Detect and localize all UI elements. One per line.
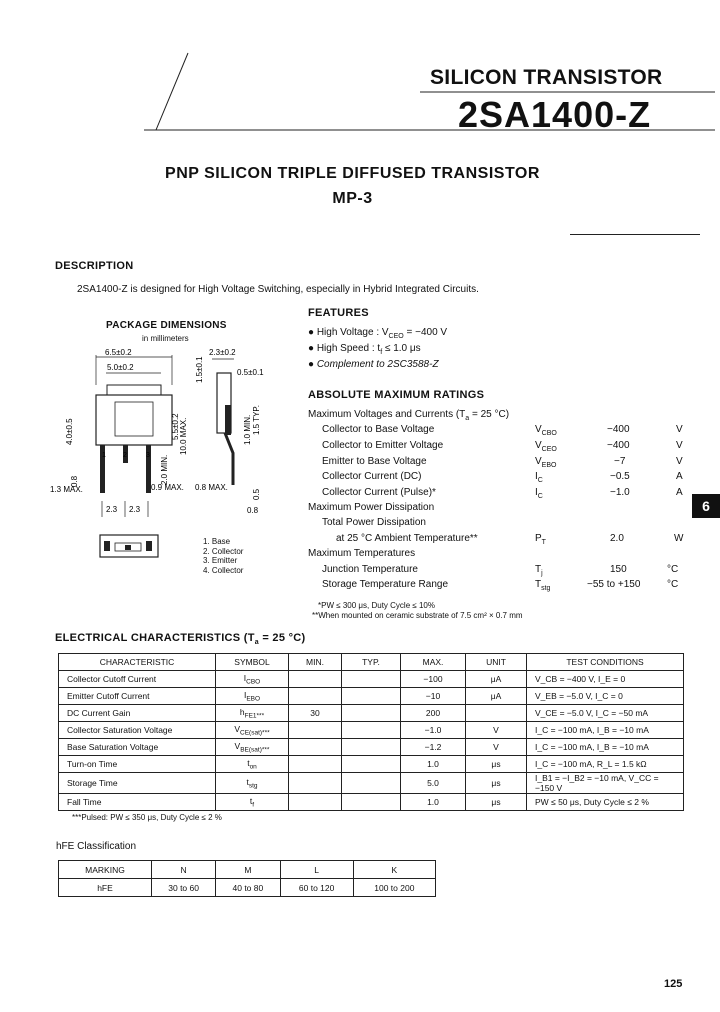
dim-0-8b: 0.8 (247, 506, 259, 515)
page-number: 125 (664, 978, 683, 990)
table-header-row (59, 654, 684, 671)
absmax-row-3: Emitter to Base Voltage $V_{EBO}$ −7 V (322, 456, 683, 469)
header-category: SILICON TRANSISTOR (430, 66, 663, 89)
package-heading: PACKAGE DIMENSIONS (106, 320, 227, 331)
table-row: Storage Time $t_{stg}$ 5.0 μs I_B1 = −I_B2 = −10 mA, V_CC = −150 V (59, 773, 684, 794)
dim-1-5: 1.5±0.1 (195, 356, 204, 383)
description-text: 2SA1400-Z is designed for High Voltage Switching, especially in Hybrid Integrated Circuits. (77, 284, 479, 295)
dim-4-0: 4.0±0.5 (65, 418, 74, 445)
pin-3: 3 (146, 452, 150, 459)
table-row: Base Saturation Voltage $V_{BE(sat)***}$ −1.2 V I_C = −100 mA, I_B = −10 mA (59, 739, 684, 756)
dim-5-5: 5.5±0.2 (171, 413, 180, 440)
absmax-temp-row-2: Storage Temperature Range $T_{stg}$ −55 to +150 °C (322, 579, 679, 592)
electrical-table (58, 653, 684, 811)
section-tab: 6 (692, 494, 720, 518)
electrical-heading: ELECTRICAL CHARACTERISTICS ($T_a = 25$ °C) (55, 632, 306, 647)
dim-1-5typ: 1.5 TYP. (252, 405, 261, 435)
package-drawing (50, 345, 305, 570)
pin-1-label: 1. Base (203, 537, 231, 546)
description-heading: DESCRIPTION (55, 260, 134, 272)
dim-1-0: 1.0 MIN. (243, 414, 252, 445)
divider (570, 234, 700, 235)
hfe-header-row: MARKING N M L K (59, 861, 436, 879)
col-characteristic: CHARACTERISTIC (59, 654, 216, 671)
col-min: MIN. (289, 654, 342, 671)
header-part-number: 2SA1400-Z (458, 94, 652, 135)
feature-1: ● High Voltage : $V_{CEO} = -400$ V (308, 327, 448, 340)
dim-0-8max: 0.8 MAX. (195, 483, 228, 492)
absmax-row-4: Collector Current (DC) $I_C$ −0.5 A (322, 471, 683, 484)
dim-0-5: 0.5±0.1 (237, 368, 264, 377)
dim-10-0: 10.0 MAX. (179, 417, 188, 455)
col-typ: TYP. (342, 654, 401, 671)
pin-3-label: 3. Emitter (203, 556, 238, 565)
dim-6-5: 6.5±0.2 (105, 348, 132, 357)
absmax-heading: ABSOLUTE MAXIMUM RATINGS (308, 389, 485, 401)
absmax-power-row: at 25 °C Ambient Temperature** $P_T$ 2.0 W (336, 533, 684, 546)
dim-0-9: 0.9 MAX. (151, 483, 184, 492)
table-row: Emitter Cutoff Current $I_{EBO}$ −10 μA V_EB = −5.0 V, I_C = 0 (59, 688, 684, 705)
dim-1-3: 1.3 MAX. (50, 485, 83, 494)
pin-1: 1 (102, 452, 106, 459)
dim-2-0: 2.0 MIN. (160, 454, 169, 485)
dim-5-0: 5.0±0.2 (107, 363, 134, 372)
dim-0-5b: 0.5 (252, 488, 261, 500)
pin-list (203, 537, 243, 575)
absmax-group1: Maximum Voltages and Currents ($T_a = 25$ °C) (308, 409, 510, 422)
col-symbol: SYMBOL (216, 654, 289, 671)
absmax-row-1: Collector to Base Voltage $V_{CBO}$ −400 V (322, 424, 683, 437)
absmax-temp-row-1: Junction Temperature $T_j$ 150 °C (322, 564, 679, 577)
dim-2-3a: 2.3±0.2 (209, 348, 236, 357)
subtitle-package: MP-3 (332, 190, 373, 207)
hfe-heading: hFE Classification (56, 841, 137, 852)
absmax-group2-sub: Total Power Dissipation (322, 517, 426, 528)
package-unit: in millimeters (142, 334, 189, 343)
dim-2-3c: 2.3 (129, 505, 141, 514)
col-unit: UNIT (466, 654, 527, 671)
absmax-row-5: Collector Current (Pulse)* $I_C$ −1.0 A (322, 487, 683, 500)
feature-3: ● Complement to 2SC3588-Z (308, 359, 439, 370)
absmax-note-1: *PW ≤ 300 μs, Duty Cycle ≤ 10% (318, 601, 435, 610)
col-test-conditions: TEST CONDITIONS (527, 654, 684, 671)
absmax-note-2: **When mounted on ceramic substrate of 7.5 cm² × 0.7 mm (312, 611, 523, 620)
absmax-group3: Maximum Temperatures (308, 548, 416, 559)
subtitle-type: PNP SILICON TRIPLE DIFFUSED TRANSISTOR (165, 165, 540, 182)
table-row: Collector Saturation Voltage $V_{CE(sat)***}$ −1.0 V I_C = −100 mA, I_B = −10 mA (59, 722, 684, 739)
electrical-note: ***Pulsed: PW ≤ 350 μs, Duty Cycle ≤ 2 % (72, 813, 222, 822)
hfe-row: hFE 30 to 60 40 to 80 60 to 120 100 to 200 (59, 879, 436, 897)
features-heading: FEATURES (308, 307, 369, 319)
dim-2-3b: 2.3 (106, 505, 118, 514)
table-row: Turn-on Time $t_{on}$ 1.0 μs I_C = −100 mA, R_L = 1.5 kΩ (59, 756, 684, 773)
absmax-group2: Maximum Power Dissipation (308, 502, 435, 513)
feature-2: ● High Speed : $t_f \le 1.0$ μs (308, 343, 421, 356)
dim-0-8a: 0.8 (70, 475, 79, 487)
table-row: Fall Time $t_f$ 1.0 μs PW ≤ 50 μs, Duty Cycle ≤ 2 % (59, 794, 684, 811)
pin-2-label: 2. Collector (203, 546, 244, 556)
table-row: DC Current Gain $h_{FE1***}$ 30 200 V_CE = −5.0 V, I_C = −50 mA (59, 705, 684, 722)
col-max: MAX. (401, 654, 466, 671)
pin-2: 2 (123, 452, 127, 459)
absmax-row-2: Collector to Emitter Voltage $V_{CEO}$ −400 V (322, 440, 683, 453)
pin-4-label: 4. Collector (203, 565, 244, 575)
table-row: Collector Cutoff Current $I_{CBO}$ −100 μA V_CB = −400 V, I_E = 0 (59, 671, 684, 688)
hfe-table (58, 860, 436, 897)
